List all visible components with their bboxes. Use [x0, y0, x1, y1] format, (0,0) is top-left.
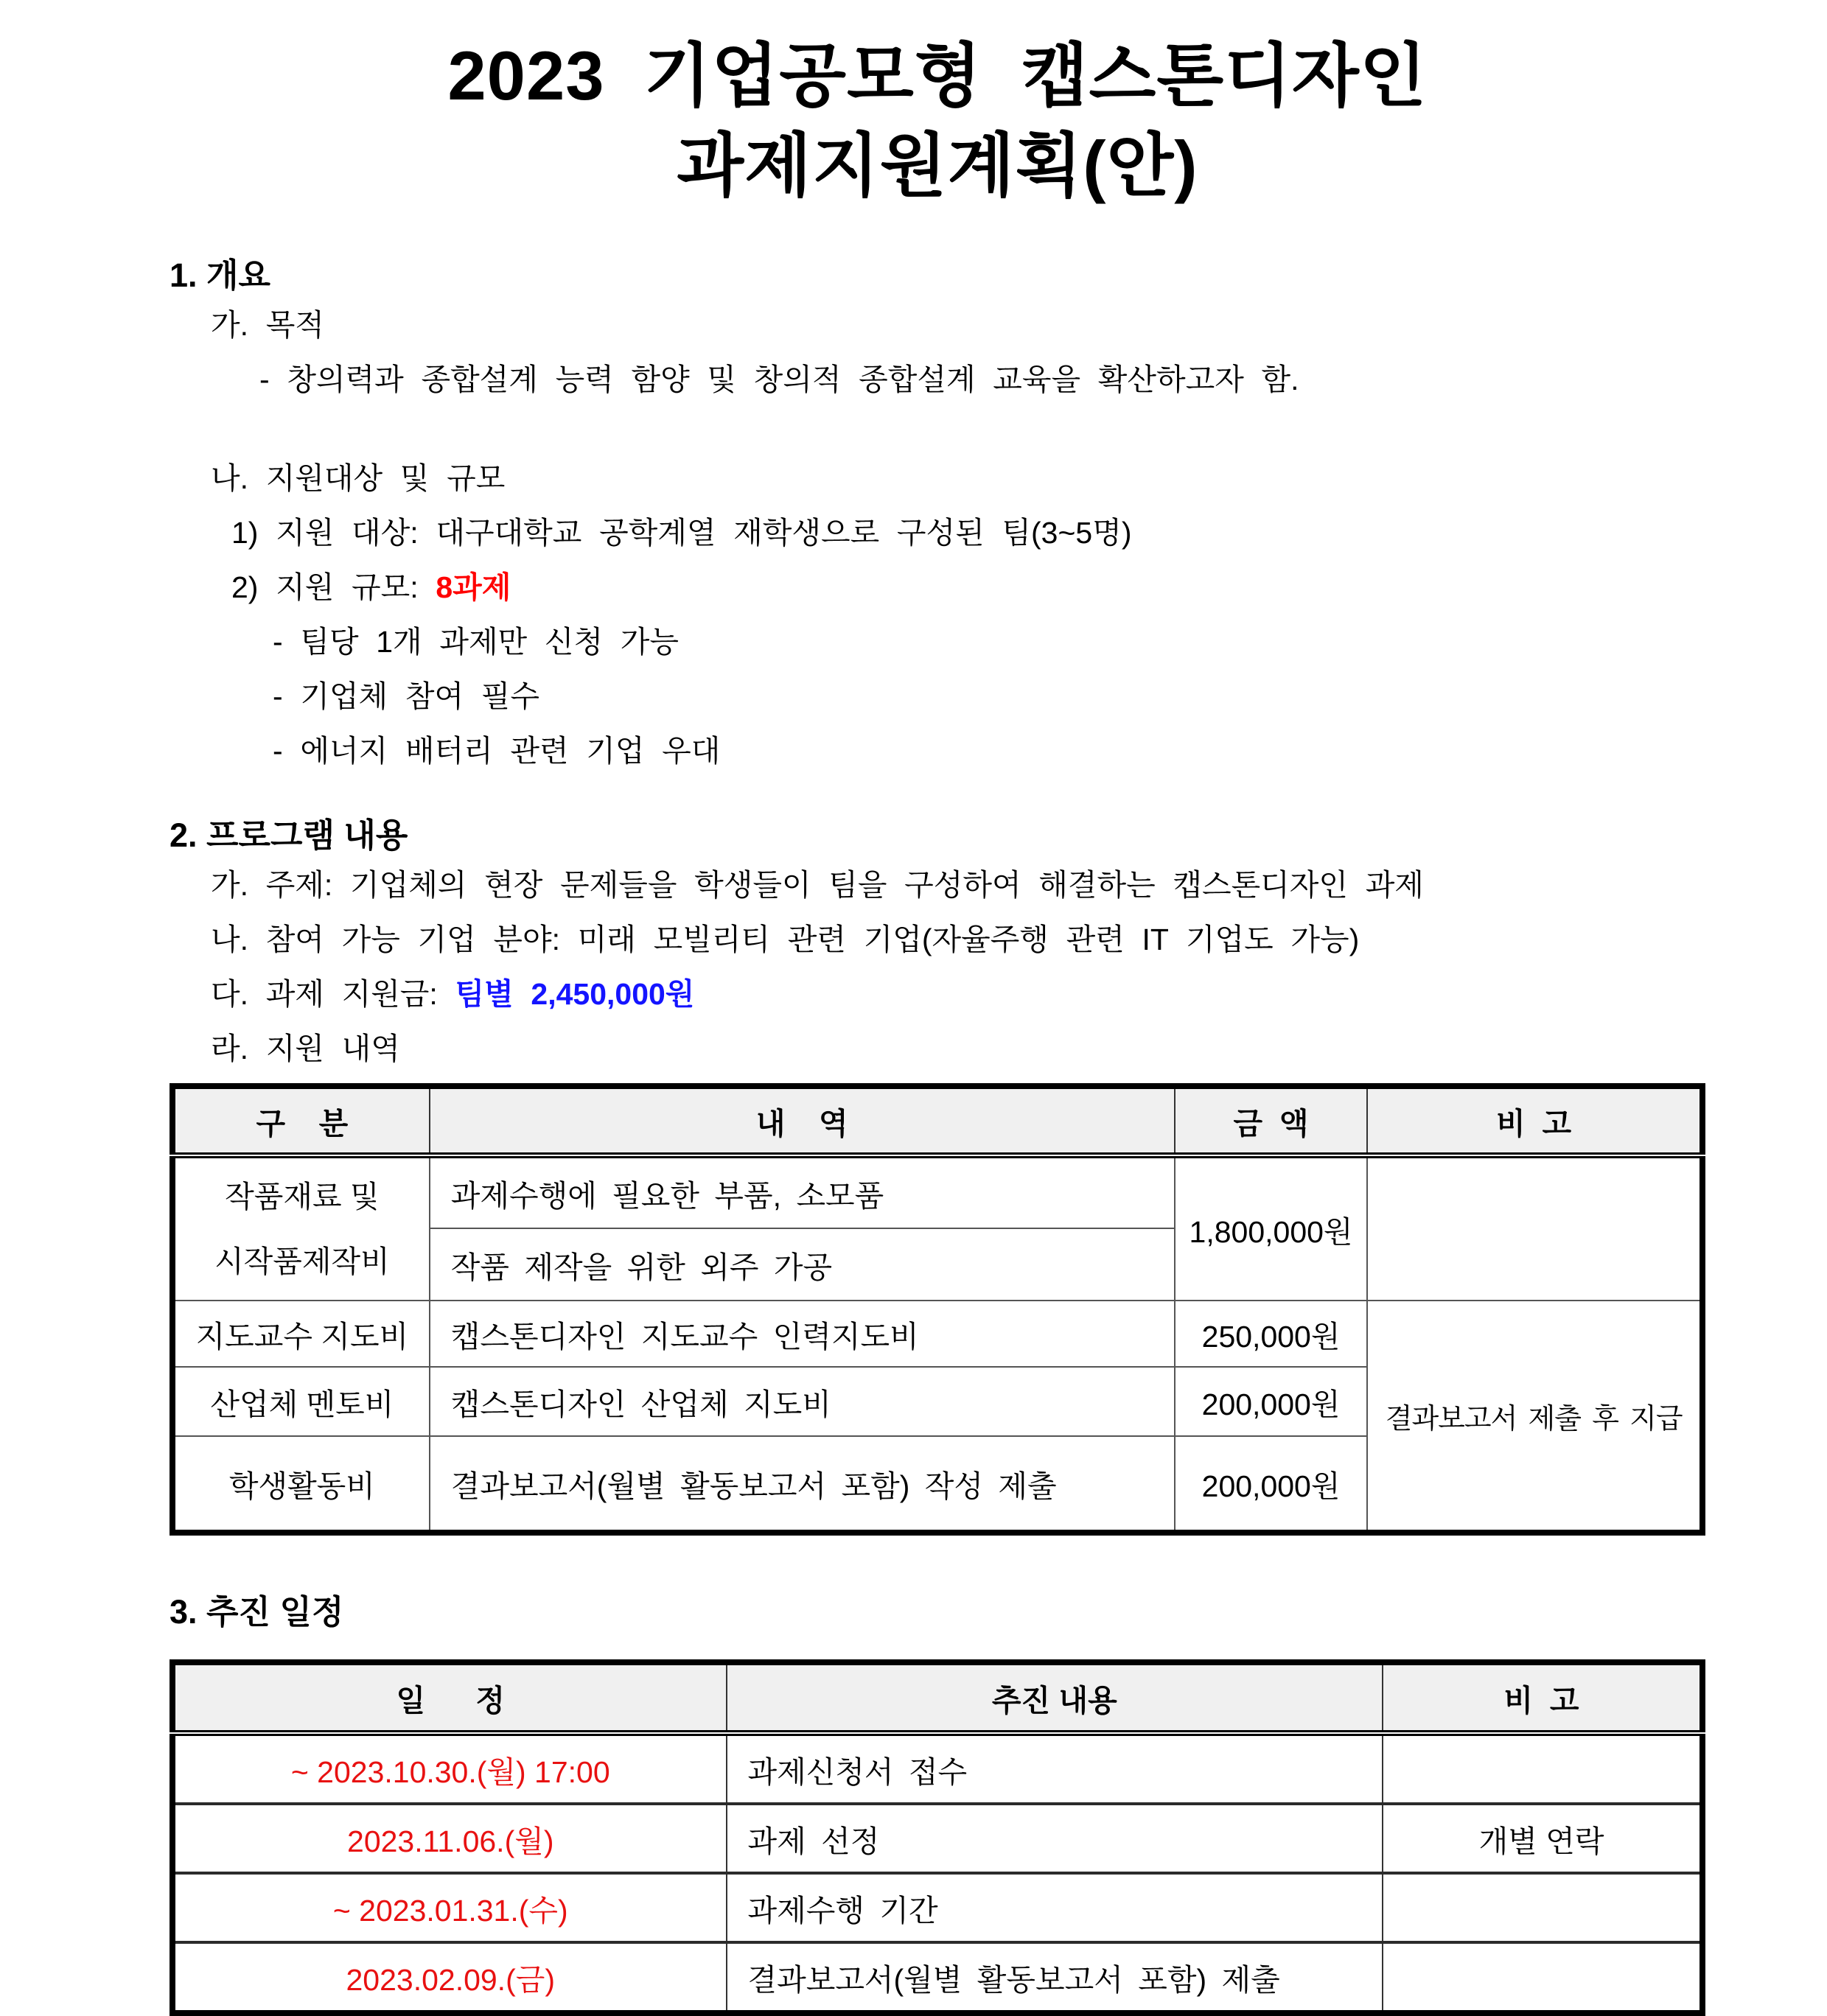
cell-date-apply: ~ 2023.10.30.(월) 17:00 — [172, 1733, 727, 1804]
schedule-header-date: 일 정 — [172, 1662, 727, 1733]
section1-purpose-bullet: - 창의력과 종합설계 능력 함양 및 창의적 종합설계 교육을 확산하고자 함. — [259, 363, 1299, 397]
section1-heading: 1. 개요 — [170, 256, 270, 295]
cell-category-materials — [172, 1155, 430, 1301]
schedule-header-content: 추진 내용 — [727, 1662, 1383, 1733]
document-page — [170, 31, 1705, 2016]
section1-item-target: 나. 지원대상 및 규모 — [211, 461, 506, 496]
cell-detail-professor: 캡스톤디자인 지도교수 인력지도비 — [430, 1301, 1175, 1367]
cell-detail-mentor: 캡스톤디자인 산업체 지도비 — [430, 1367, 1175, 1436]
blank-line — [170, 407, 1705, 451]
section2-item-detail: 라. 지원 내역 — [211, 1032, 400, 1066]
table-row — [172, 1942, 1702, 2013]
fund-value: 팀별 2,450,000원 — [455, 977, 695, 1012]
cell-note-payment: 결과보고서 제출 후 지급 — [1367, 1301, 1702, 1533]
cell-category-professor: 지도교수 지도비 — [172, 1301, 430, 1367]
cell-note-apply — [1383, 1733, 1702, 1804]
cell-note-materials — [1367, 1155, 1702, 1301]
support-header-category: 구 분 — [172, 1086, 430, 1155]
cell-category-mentor: 산업체 멘토비 — [172, 1367, 430, 1436]
cell-note-report — [1383, 1942, 1702, 2013]
support-header-note: 비 고 — [1367, 1086, 1702, 1155]
scale-value: 8과제 — [436, 570, 511, 605]
support-table — [170, 1083, 1705, 1536]
section2-item-fund — [170, 967, 1705, 1021]
document-title-line2: 과제지원계획(안) — [677, 127, 1198, 205]
cell-category-student: 학생활동비 — [172, 1436, 430, 1533]
section2-heading: 2. 프로그램 내용 — [170, 816, 408, 855]
cell-content-apply: 과제신청서 접수 — [727, 1733, 1383, 1804]
cell-amount-materials: 1,800,000원 — [1175, 1155, 1368, 1301]
table-row — [172, 1804, 1702, 1873]
cell-date-execute: ~ 2023.01.31.(수) — [172, 1873, 727, 1942]
cell-note-execute — [1383, 1873, 1702, 1942]
cell-detail-outsourcing: 작품 제작을 위한 외주 가공 — [430, 1228, 1175, 1301]
cell-note-select: 개별 연락 — [1383, 1804, 1702, 1873]
table-row — [172, 1733, 1702, 1804]
table-row — [172, 1301, 1702, 1367]
section2-item-topic: 가. 주제: 기업체의 현장 문제들을 학생들이 팀을 구성하여 해결하는 캡스톤디자인 과제 — [211, 868, 1424, 903]
cell-date-report: 2023.02.09.(금) — [172, 1942, 727, 2013]
cell-detail-student: 결과보고서(월별 활동보고서 포함) 작성 제출 — [430, 1436, 1175, 1533]
support-header-amount: 금 액 — [1175, 1086, 1368, 1155]
cell-date-select: 2023.11.06.(월) — [172, 1804, 727, 1873]
section1-target-item2 — [170, 560, 1705, 615]
cell-amount-professor: 250,000원 — [1175, 1301, 1368, 1367]
cell-content-select: 과제 선정 — [727, 1804, 1383, 1873]
section1-target-item1: 1) 지원 대상: 대구대학교 공학계열 재학생으로 구성된 팀(3~5명) — [231, 516, 1132, 550]
section1-item-purpose: 가. 목적 — [211, 308, 324, 343]
schedule-table-header-row — [172, 1662, 1702, 1733]
document-title-line1: 2023 기업공모형 캡스톤디자인 — [447, 37, 1428, 114]
category-line2: 시작품제작비 — [214, 1245, 390, 1279]
support-header-detail: 내 역 — [430, 1086, 1175, 1155]
schedule-header-note: 비 고 — [1383, 1662, 1702, 1733]
table-row — [172, 1873, 1702, 1942]
section1-rule-bullet-2: - 기업체 참여 필수 — [273, 679, 539, 714]
cell-detail-parts: 과제수행에 필요한 부품, 소모품 — [430, 1155, 1175, 1228]
cell-amount-mentor: 200,000원 — [1175, 1367, 1368, 1436]
support-table-header-row — [172, 1086, 1702, 1155]
section1-rule-bullet-1: - 팀당 1개 과제만 신청 가능 — [273, 625, 679, 659]
cell-amount-student: 200,000원 — [1175, 1436, 1368, 1533]
category-line1: 작품재료 및 — [225, 1180, 380, 1214]
schedule-table — [170, 1659, 1705, 2016]
section1-rule-bullet-3: - 에너지 배터리 관련 기업 우대 — [273, 734, 721, 769]
section3-heading: 3. 추진 일정 — [170, 1593, 344, 1631]
cell-content-report: 결과보고서(월별 활동보고서 포함) 제출 — [727, 1942, 1383, 2013]
cell-content-execute: 과제수행 기간 — [727, 1873, 1383, 1942]
section2-item-field: 나. 참여 가능 기업 분야: 미래 모빌리티 관련 기업(자율주행 관련 IT 기업도 가능) — [211, 923, 1360, 957]
document-title — [170, 31, 1705, 211]
table-row — [172, 1155, 1702, 1228]
fund-label: 다. 과제 지원금: — [211, 977, 455, 1012]
scale-label: 2) 지원 규모: — [231, 570, 436, 605]
